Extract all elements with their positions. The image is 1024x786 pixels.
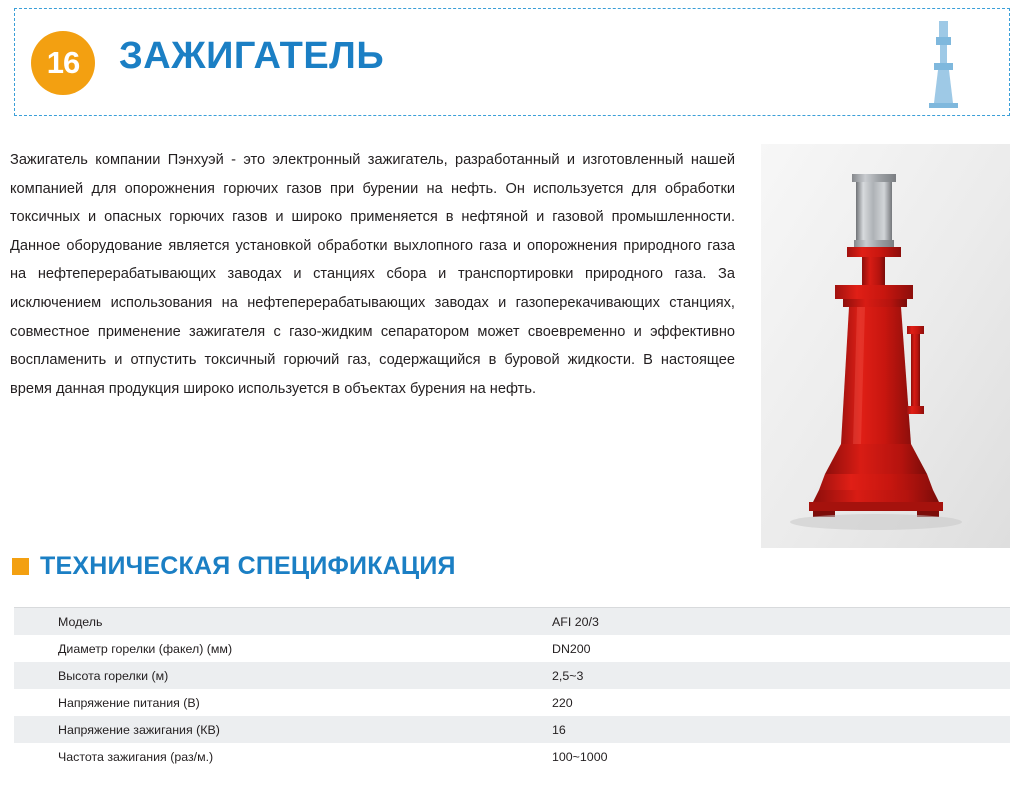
- section-number-label: 16: [46, 45, 80, 80]
- spec-value: 100~1000: [510, 743, 1010, 770]
- table-row: [14, 716, 1010, 743]
- technical-specification-heading: [12, 552, 456, 581]
- spec-parameter: Диаметр горелки (факел) (мм): [14, 635, 510, 662]
- spec-parameter: Модель: [14, 608, 510, 635]
- spec-parameter: Частота зажигания (раз/м.): [14, 743, 510, 770]
- page-title: ЗАЖИГАТЕЛЬ: [119, 35, 385, 77]
- specification-table: [14, 608, 1010, 770]
- spec-value: 2,5~3: [510, 662, 1010, 689]
- orange-square-bullet-icon: [12, 558, 29, 575]
- table-row: [14, 743, 1010, 770]
- table-row: [14, 662, 1010, 689]
- spec-value: AFI 20/3: [510, 608, 1010, 635]
- spec-value: DN200: [510, 635, 1010, 662]
- description-paragraph: Зажигатель компании Пэнхуэй - это электронный зажигатель, разработанный и изготовленный нашей компанией для опорожнения горючих газов при бурении на нефть. Он используется для обработки токсичных и опасных горючих газов и широко применяется в нефтяной и газовой промышленности. Данное оборудование является установкой обработки выхлопного газа и опорожнения природного газа на нефтеперерабатывающих заводах и станциях сбора и транспортировки природного газа. За исключением использования на нефтеперерабатывающих заводах и газоперекачивающих станциях, совместное применение зажигателя с газо-жидким сепаратором может своевременно и эффективно воспламенить и отпустить токсичный горючий газ, содержащийся в буровой жидкости. В настоящее время данная продукция широко используется в объектах бурения на нефть.: [10, 152, 735, 397]
- specification-table-body: [14, 608, 1010, 770]
- igniter-product-photo: [761, 144, 1010, 548]
- table-row: [14, 608, 1010, 635]
- spec-parameter: Напряжение зажигания (КВ): [14, 716, 510, 743]
- spec-parameter: Высота горелки (м): [14, 662, 510, 689]
- spec-parameter: Напряжение питания (В): [14, 689, 510, 716]
- section-heading-label: ТЕХНИЧЕСКАЯ СПЕЦИФИКАЦИЯ: [40, 552, 456, 580]
- table-row: [14, 689, 1010, 716]
- flare-igniter-thumbnail-icon: [909, 19, 979, 111]
- spec-value: 16: [510, 716, 1010, 743]
- spec-value: 220: [510, 689, 1010, 716]
- table-row: [14, 635, 1010, 662]
- section-number-badge: [31, 31, 95, 95]
- header-banner: [14, 8, 1010, 116]
